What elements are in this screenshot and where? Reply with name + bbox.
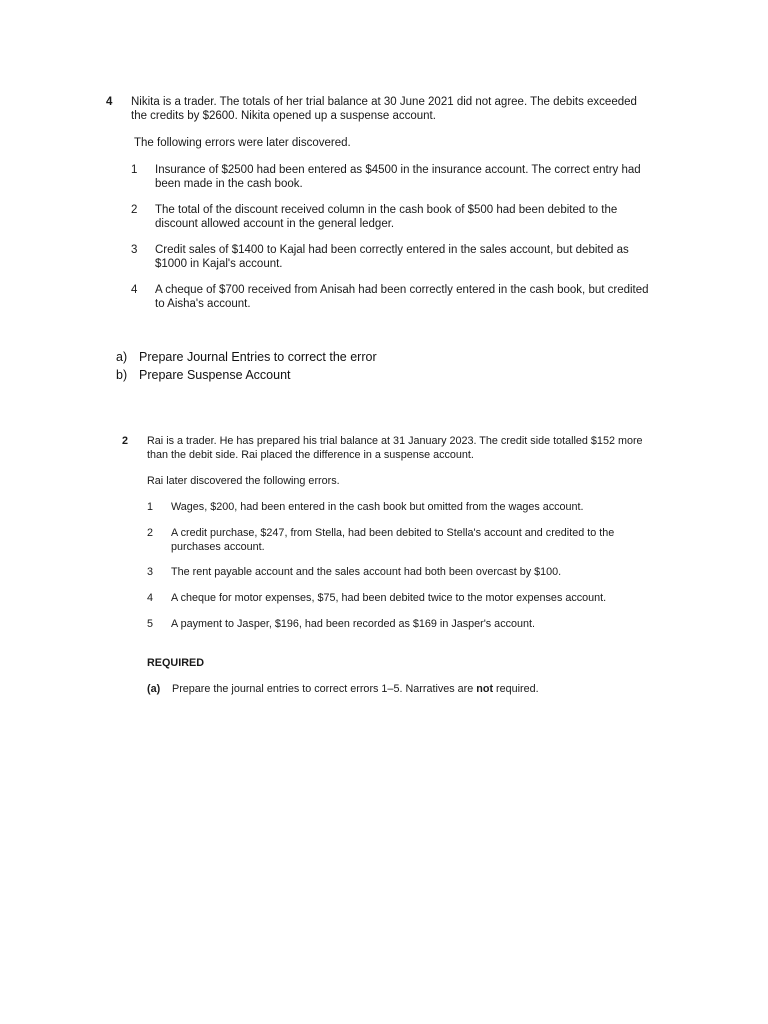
- question-2-intro: Rai is a trader. He has prepared his trial balance at 31 January 2023. The credit side totalled $152 more than the debit side. Rai placed the difference in a suspense account.: [147, 435, 643, 461]
- task-b-label: b): [116, 368, 128, 382]
- task-a-text: Prepare Journal Entries to correct the error: [139, 350, 377, 364]
- error-2-5-text: A payment to Jasper, $196, had been recorded as $169 in Jasper's account.: [171, 618, 535, 630]
- error-2-2-number: 2: [147, 527, 154, 539]
- part-a-text-end: required.: [493, 683, 539, 695]
- error-4-2-number: 2: [131, 204, 138, 216]
- error-4-1-text: Insurance of $2500 had been entered as $4500 in the insurance account. The correct entry had been made in the cash book.: [155, 164, 641, 190]
- error-2-3-number: 3: [147, 566, 154, 578]
- error-2-1-number: 1: [147, 501, 154, 513]
- error-2-1-text: Wages, $200, had been entered in the cash book but omitted from the wages account.: [171, 501, 584, 513]
- part-a-instruction: [172, 683, 654, 697]
- error-4-4-number: 4: [131, 284, 138, 296]
- error-4-1-number: 1: [131, 164, 138, 176]
- error-2-5-number: 5: [147, 618, 154, 630]
- question-4-intro: Nikita is a trader. The totals of her trial balance at 30 June 2021 did not agree. The debits exceeded the credits by $2600. Nikita opened up a suspense account.: [131, 96, 637, 122]
- error-4-2-text: The total of the discount received column in the cash book of $500 had been debited to the discount allowed account in the general ledger.: [155, 204, 618, 230]
- part-a-label: (a): [147, 683, 161, 695]
- error-4-3-text: Credit sales of $1400 to Kajal had been correctly entered in the sales account, but debited as $1000 in Kajal's account.: [155, 244, 629, 270]
- task-a-label: a): [116, 350, 128, 364]
- error-4-3-number: 3: [131, 244, 138, 256]
- error-2-4-text: A cheque for motor expenses, $75, had been debited twice to the motor expenses account.: [171, 592, 607, 604]
- question-2-lead: Rai later discovered the following errors.: [147, 475, 340, 487]
- question-4-number: 4: [106, 96, 113, 108]
- question-2-number: 2: [122, 435, 129, 447]
- error-2-2-text: A credit purchase, $247, from Stella, had been debited to Stella's account and credited to the purchases account.: [171, 527, 615, 553]
- error-4-4-text: A cheque of $700 received from Anisah had been correctly entered in the cash book, but credited to Aisha's account.: [155, 284, 649, 310]
- part-a-text: Prepare the journal entries to correct errors 1–5. Narratives are: [172, 683, 477, 695]
- question-4-lead: The following errors were later discovered.: [134, 137, 351, 149]
- error-2-4-number: 4: [147, 592, 154, 604]
- required-heading: REQUIRED: [147, 657, 204, 669]
- task-b-text: Prepare Suspense Account: [139, 368, 291, 382]
- error-2-3-text: The rent payable account and the sales account had both been overcast by $100.: [171, 566, 562, 578]
- part-a-emphasis: not: [476, 683, 494, 695]
